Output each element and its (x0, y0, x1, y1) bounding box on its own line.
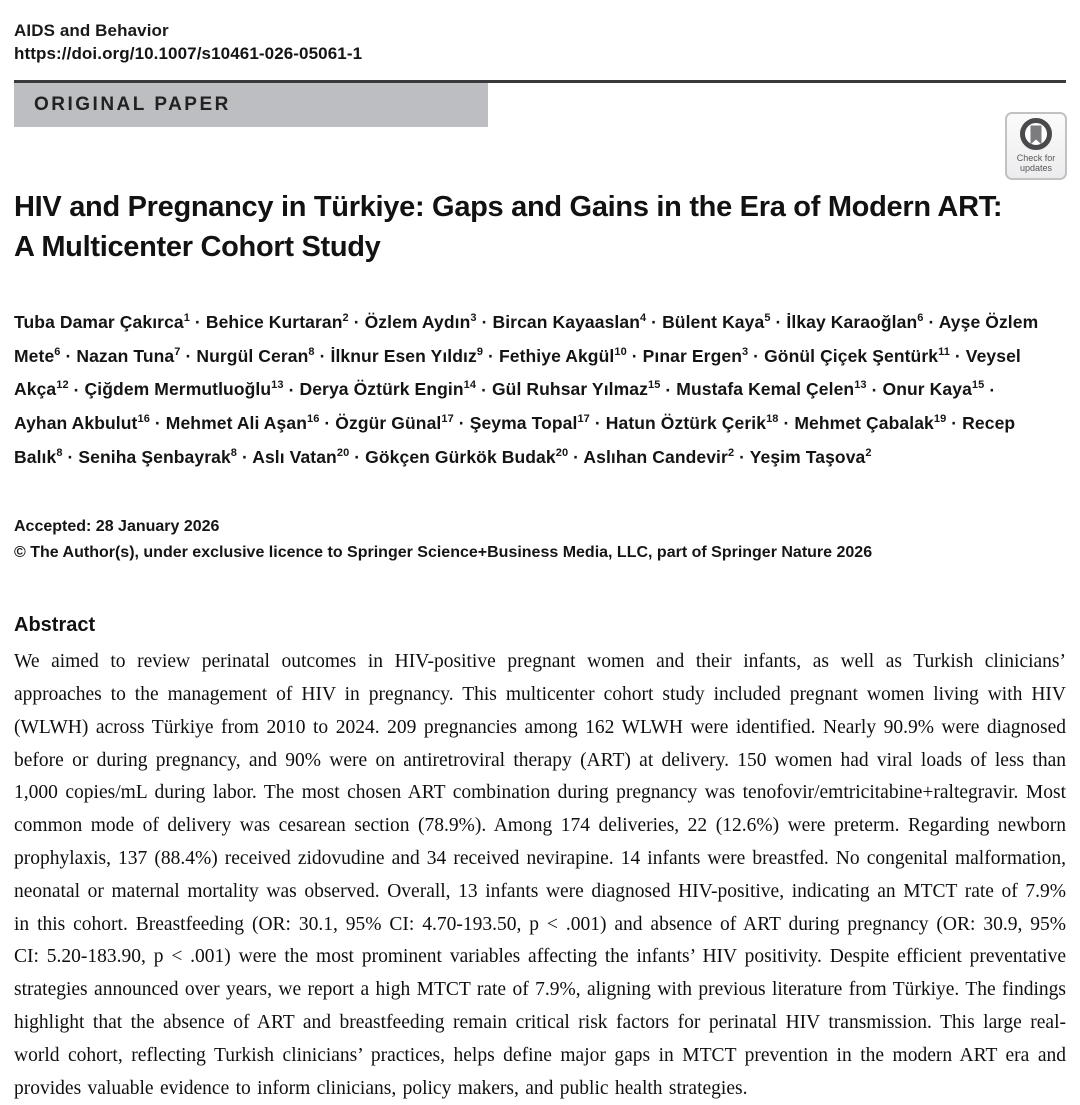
author-affiliation-number: 3 (741, 345, 749, 358)
author (583, 447, 734, 467)
abstract-text: We aimed to review perinatal outcomes in HIV-positive pregnant women and their infants, as well as Turkish clinicians’ approaches to the management of HIV in pregnancy. This multicenter cohort study included pregnant women living with HIV (WLWH) across Türkiye from 2010 to 2024. 209 pregnancies among 162 WLWH were identified. Nearly 90.9% were diagnosed before or during pregnancy, and 90% were on antiretroviral therapy (ART) at delivery. 150 women had viral loads of less than 1,000 copies/mL during labor. The most chosen ART combination during pregnancy was tenofovir/emtricitabine+raltegravir. Most common mode of delivery was cesarean section (78.9%). Among 174 deliveries, 22 (12.6%) were preterm. Regarding newborn prophylaxis, 137 (88.4%) received zidovudine and 34 received nevirapine. 14 infants were breastfed. No congenital malformation, neonatal or maternal mortality was observed. Overall, 13 infants were diagnosed HIV-positive, indicating an MTCT rate of 7.9% in this cohort. Breastfeeding (OR: 30.1, 95% CI: 4.70-193.50, p < .001) and absence of ART during pregnancy (OR: 30.9, 95% CI: 5.20-183.90, p < .001) were the most prominent variables affecting the infants’ HIV positivity. Despite efficient preventative strategies announced over years, we report a high MTCT rate of 7.9%, aligning with previous literature from Türkiye. The findings highlight that the absence of ART and breastfeeding remain critical risk factors for perinatal HIV transmission. This large real-world cohort, reflecting Turkish clinicians’ practices, helps define major gaps in MTCT prevention in the modern ART era and provides valuable evidence to inform clinicians, policy makers, and public health strategies. (14, 651, 1066, 1099)
author-name: Ayşe Özlem Mete (14, 311, 1039, 366)
author (299, 379, 476, 399)
author-name: Veysel Akça (14, 345, 1021, 400)
author-name: Bülent Kaya (662, 311, 765, 332)
author-name: Gül Ruhsar Yılmaz (491, 379, 648, 400)
author (794, 413, 946, 433)
author (330, 346, 483, 366)
author-separator: · (646, 311, 663, 332)
author-affiliation-number: 7 (174, 345, 181, 358)
author (883, 379, 985, 399)
author-affiliation-number: 16 (137, 413, 150, 426)
author-name: Recep Balık (14, 413, 1016, 468)
author (85, 379, 284, 399)
author-affiliation-number: 17 (577, 413, 590, 426)
author-name: İlkay Karaoğlan (786, 311, 918, 332)
author-affiliation-number: 17 (441, 413, 454, 426)
author (643, 346, 749, 366)
author-separator: · (483, 345, 499, 366)
author-name: Nurgül Ceran (196, 345, 309, 366)
author (499, 346, 627, 366)
author-name: Fethiye Akgül (498, 345, 615, 366)
author-affiliation-number: 16 (306, 413, 320, 426)
badge-label-line1: Check for (1016, 153, 1056, 163)
author-name: Çiğdem Mermutluoğlu (84, 379, 272, 400)
author-separator: · (349, 447, 366, 468)
author-name: Tuba Damar Çakırca (14, 311, 184, 332)
author (196, 346, 314, 366)
author-name: Aslı Vatan (252, 447, 337, 468)
author-affiliation-number: 8 (56, 447, 63, 460)
author (470, 413, 590, 433)
author (676, 379, 866, 399)
author-separator: · (60, 345, 77, 366)
author-affiliation-number: 15 (647, 379, 661, 392)
author-affiliation-number: 6 (54, 345, 61, 358)
bookmark-in-circle-icon (1016, 117, 1056, 153)
author (492, 312, 646, 332)
author-separator: · (319, 413, 336, 434)
author-affiliation-number: 5 (764, 312, 771, 324)
author-separator: · (314, 345, 331, 366)
author-separator: · (946, 413, 963, 434)
author-name: Gökçen Gürkök Budak (365, 447, 556, 468)
author (14, 413, 150, 433)
article-type-banner (14, 83, 488, 127)
author-name: Mehmet Ali Aşan (165, 413, 307, 434)
author-name: Şeyma Topal (469, 413, 578, 434)
author-affiliation-number: 18 (766, 413, 779, 426)
check-for-updates-badge[interactable] (1005, 112, 1067, 180)
author-name: İlknur Esen Yıldız (330, 345, 477, 366)
author (335, 413, 454, 433)
author-name: Nazan Tuna (76, 345, 175, 366)
author-name: Yeşim Taşova (749, 447, 866, 468)
author-separator: · (189, 311, 206, 332)
paper-title: HIV and Pregnancy in Türkiye: Gaps and Gains in the Era of Modern ART: A Multicenter Cohort Study (14, 191, 1003, 263)
author-name: Hatun Öztürk Çerik (605, 413, 767, 434)
author-separator: · (734, 447, 750, 468)
author (662, 312, 770, 332)
author (365, 447, 568, 467)
author-affiliation-number: 3 (470, 312, 477, 324)
author-affiliation-number: 4 (639, 312, 647, 324)
author-affiliation-number: 13 (854, 379, 867, 392)
author-affiliation-number: 15 (971, 379, 985, 392)
author-list (14, 303, 1044, 472)
author-separator: · (348, 311, 365, 332)
author-affiliation-number: 14 (463, 379, 477, 392)
article-type-label: ORIGINAL PAPER (34, 94, 231, 115)
abstract-heading: Abstract (14, 614, 96, 637)
author-affiliation-number: 2 (342, 312, 349, 324)
author-separator: · (866, 379, 883, 400)
author-separator: · (62, 447, 79, 468)
accepted-date: Accepted: 28 January 2026 (14, 518, 220, 536)
author-name: Özgür Günal (335, 413, 442, 434)
author-separator: · (283, 379, 300, 400)
author-separator: · (180, 345, 197, 366)
doi-link[interactable]: https://doi.org/10.1007/s10461-026-05061-1 (14, 44, 363, 63)
author-separator: · (778, 413, 795, 434)
author-separator: · (770, 311, 787, 332)
author-affiliation-number: 20 (555, 447, 569, 460)
author-name: Mehmet Çabalak (794, 413, 934, 434)
author-name: Bircan Kayaaslan (492, 311, 640, 332)
author (14, 312, 190, 332)
author-affiliation-number: 2 (865, 447, 872, 460)
journal-name: AIDS and Behavior (14, 21, 169, 40)
author-separator: · (660, 379, 677, 400)
author (252, 447, 349, 467)
author-affiliation-number: 1 (183, 312, 190, 324)
author-name: Pınar Ergen (642, 345, 742, 366)
author-separator: · (626, 345, 643, 366)
author-affiliation-number: 6 (917, 312, 924, 324)
author (606, 413, 779, 433)
author-name: Derya Öztürk Engin (299, 379, 464, 400)
author-affiliation-number: 9 (476, 345, 484, 358)
author-affiliation-number: 12 (56, 379, 69, 392)
author-affiliation-number: 8 (230, 447, 237, 460)
author (492, 379, 660, 399)
author-name: Özlem Aydın (364, 311, 471, 332)
author-separator: · (68, 379, 85, 400)
badge-label-line2: updates (1019, 163, 1053, 173)
author-name: Seniha Şenbayrak (78, 447, 231, 468)
author-separator: · (984, 379, 996, 400)
author-separator: · (237, 447, 253, 468)
author-separator: · (589, 413, 606, 434)
author-affiliation-number: 10 (614, 345, 627, 358)
author-name: Mustafa Kemal Çelen (676, 379, 855, 400)
author (365, 312, 477, 332)
author (786, 312, 923, 332)
author-separator: · (453, 413, 470, 434)
author-affiliation-number: 13 (271, 379, 284, 392)
author-separator: · (748, 345, 765, 366)
author-separator: · (476, 311, 493, 332)
author (750, 447, 872, 467)
author (76, 346, 180, 366)
author (78, 447, 237, 467)
copyright-notice: © The Author(s), under exclusive licence to Springer Science+Business Media, LLC, part of Springer Nature 2026 (14, 544, 873, 562)
author-name: Behice Kurtaran (205, 311, 343, 332)
author (206, 312, 349, 332)
author-affiliation-number: 2 (727, 447, 735, 460)
author (764, 346, 950, 366)
author-affiliation-number: 8 (308, 345, 315, 358)
author-name: Ayhan Akbulut (14, 413, 138, 434)
author-name: Aslıhan Candevir (583, 447, 728, 468)
author-name: Onur Kaya (882, 379, 972, 400)
author (166, 413, 320, 433)
author-affiliation-number: 11 (938, 345, 950, 358)
author-separator: · (923, 311, 939, 332)
author-separator: · (476, 379, 492, 400)
author-name: Gönül Çiçek Şentürk (764, 345, 939, 366)
author-separator: · (949, 345, 966, 366)
author-separator: · (149, 413, 166, 434)
author-separator: · (568, 447, 584, 468)
author-affiliation-number: 20 (336, 447, 350, 460)
author-affiliation-number: 19 (933, 413, 947, 426)
